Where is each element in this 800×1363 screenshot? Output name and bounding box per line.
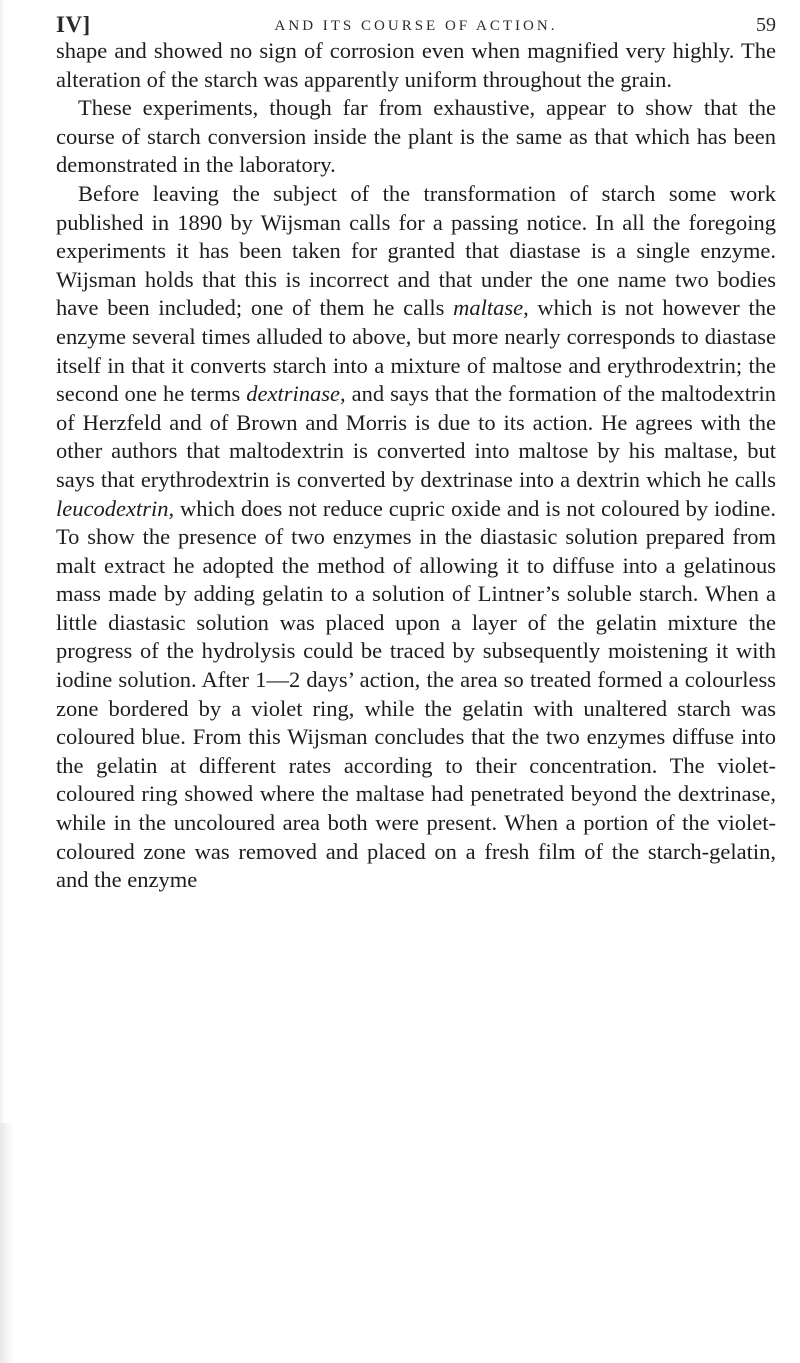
text-run: Before leaving the subject of the transformation of starch some work published in 1890 by Wijsman calls for a passing notice. In all the foregoing experiments it has been taken for granted that diastase is a single enzyme. Wijsman holds that this is incorrect and that under the one name two bodies have been included; one of them he calls [56, 180, 776, 321]
scan-corner-shadow [0, 1123, 14, 1363]
text-run: and says that the formation of the maltodextrin of Herzfeld and of Brown and Morris is due to its action. He agrees with the other authors that maltodextrin is converted into maltose by his maltase, but says that erythrodextrin is converted by dextrinase into a dextrin which he calls [56, 381, 776, 492]
paragraph [56, 37, 776, 94]
text-run: which is not however the enzyme several times alluded to above, but more nearly corresponds to diastase itself in that it converts starch into a mixture of maltose and erythrodextrin; the second one he terms [56, 295, 776, 407]
body-text [56, 37, 776, 895]
running-title: AND ITS COURSE OF ACTION. [274, 18, 558, 34]
text-run: which does not reduce cupric oxide and is not coloured by iodine. To show the presence of two enzymes in the diastasic solution prepared from malt extract he adopted the method of allowing it to diffuse into a gelatinous mass made by adding gelatin to a solution of Lintner’s soluble starch. When a little diastasic solution was placed upon a layer of the gelatin mixture the progress of the hydrolysis could be traced by subsequently moistening it with iodine solution. After 1—2 days’ action, the area so treated formed a colourless zone bordered by a violet ring, while the gelatin with unaltered starch was coloured blue. From this Wijsman concludes that the two enzymes diffuse into the gelatin at different rates according to their concentration. The violet-coloured ring showed where the maltase had penetrated beyond the dextrinase, while in the uncoloured area both were present. When a portion of the violet-coloured zone was removed and placed on a fresh film of the starch-gelatin, and the enzyme [56, 495, 776, 893]
paragraph [56, 180, 776, 895]
text-run: These experiments, though far from exhaustive, appear to show that the course of starch conversion inside the plant is the same as that which has been demonstrated in the laboratory. [56, 95, 776, 178]
italic-term: dextrinase, [246, 381, 346, 407]
page-number: 59 [756, 14, 776, 36]
italic-term: maltase, [453, 295, 529, 321]
chapter-marker: IV] [56, 12, 91, 37]
text-run: shape and showed no sign of corrosion even when magnified very highly. The alteration of the starch was apparently uniform throughout the grain. [56, 38, 776, 92]
italic-term: leucodextrin, [56, 495, 175, 521]
paragraph [56, 94, 776, 180]
